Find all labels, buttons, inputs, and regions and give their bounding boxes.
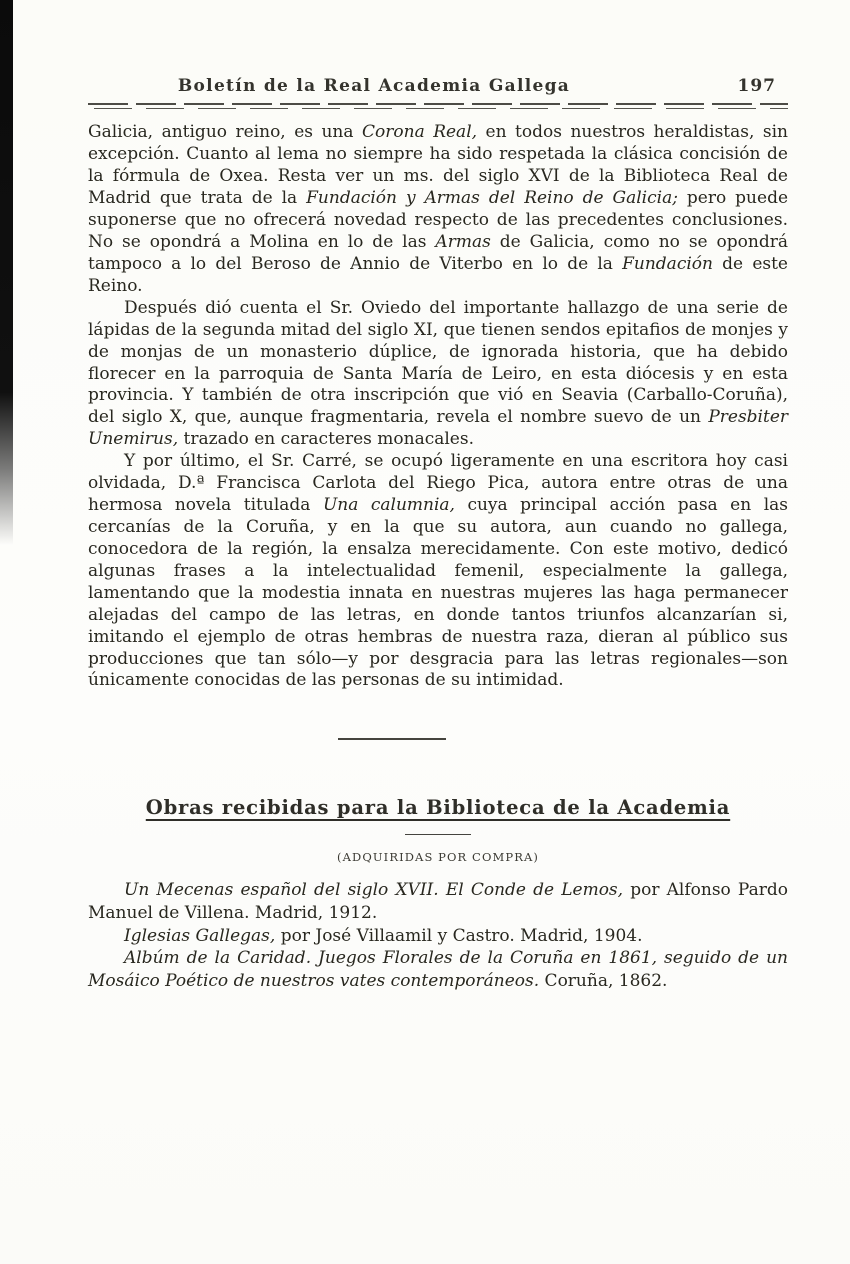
book-entry-1: Un Mecenas español del siglo XVII. El Conde de Lemos, por Alfonso Pardo Manuel de Villena. Madrid, 1912. [88,880,788,923]
book-entry-3: Albúm de la Caridad. Juegos Florales de la Coruña en 1861, seguido de un Mosáico Poético de nuestros vates contemporáneos. Coruña, 1862. [88,948,788,991]
section-obras-recibidas [88,796,788,992]
page-content [88,76,788,992]
article-body [88,122,788,692]
section-divider-rule [338,738,446,740]
header-rule-top [88,103,788,105]
book-entry-2: Iglesias Gallegas, por José Villaamil y Castro. Madrid, 1904. [124,925,643,946]
page-header [88,76,788,109]
paragraph-3: Y por último, el Sr. Carré, se ocupó ligeramente en una escritora hoy casi olvidada, D.ª Francisca Carlota del Riego Pica, autora entre otras de una hermosa novela titulada Una calumnia, cuya principal acción pasa en las cercanías de la Coruña, y en la que su autora, aun cuando no gallega, conocedora de la región, la ensalza merecidamente. Con este motivo, dedicó algunas frases a la intelectualidad femenil, especialmente la gallega, lamentando que la modestia innata en nuestras mujeres las haga permanecer alejadas del campo de las letras, en donde tantos triunfos alcanzarían si, imitando el ejemplo de otras hembras de nuestra raza, dieran al público sus producciones que tan sólo—y por desgracia para las letras regionales—son únicamente conocidas de las personas de su intimidad. [88,451,789,691]
acquisition-note: (ADQUIRIDAS POR COMPRA) [337,850,539,865]
scan-edge-artifact [0,0,13,545]
header-row [88,76,788,96]
header-rule-bottom [88,108,788,110]
journal-title: Boletín de la Real Academia Gallega [177,76,571,96]
heading-underline-rule [405,834,471,835]
paragraph-2: Después dió cuenta el Sr. Oviedo del importante hallazgo de una serie de lápidas de la segunda mitad del siglo XI, que tienen sendos epitafios de monjes y de monjas de un monasterio dúplice, de ignorada historia, que ha debido florecer en la parroquia de Santa María de Leiro, en esta diócesis y en esta provincia. Y también de otra inscripción que vió en Seavia (Carballo-Coruña), del siglo X, que, aunque fragmentaria, revela el nombre suevo de un Presbiter Unemirus, trazado en caracteres monacales. [88,297,788,450]
page-number: 197 [737,76,776,96]
book-entry-list [88,879,788,992]
paragraph-1: Galicia, antiguo reino, es una Corona Real, en todos nuestros heraldistas, sin excepción. Cuanto al lema no siempre ha sido respetada la clásica concisión de la fórmula de Oxea. Resta ver un ms. del siglo XVI de la Biblioteca Real de Madrid que trata de la Fundación y Armas del Reino de Galicia; pero puede suponerse que no ofrecerá novedad respecto de las precedentes conclusiones. No se opondrá a Molina en lo de las Armas de Galicia, como no se opondrá tampoco a lo del Beroso de Annio de Viterbo en lo de la Fundación de este Reino. [88,122,789,296]
section-heading: Obras recibidas para la Biblioteca de la Academia [145,796,731,820]
header-rules [88,103,788,109]
